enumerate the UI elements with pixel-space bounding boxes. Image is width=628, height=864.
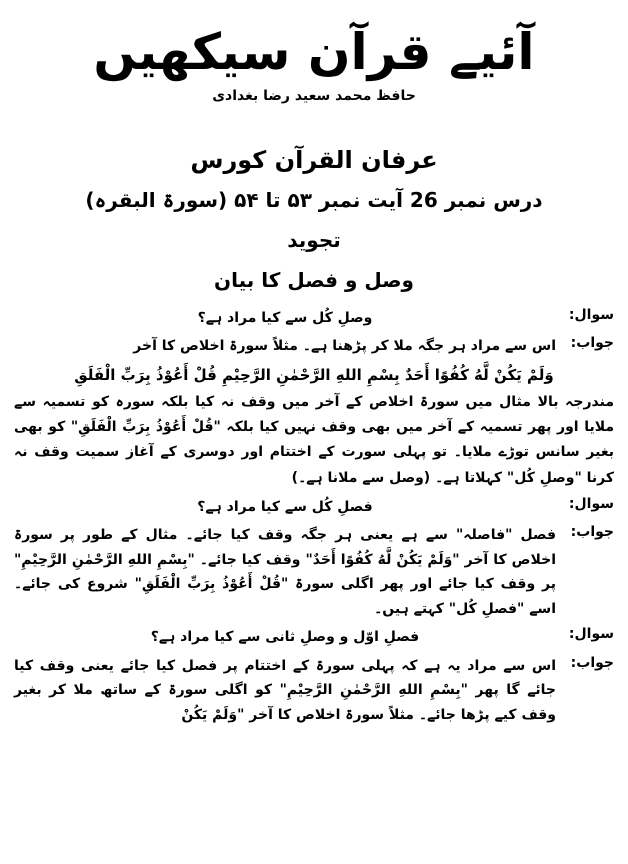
subject-heading: تجوید — [287, 227, 341, 252]
answer-label: جواب: — [570, 524, 614, 541]
lesson-reference: درس نمبر 26 آیت نمبر ۵۳ تا ۵۴ (سورۃ البقرہ) — [85, 187, 543, 212]
course-title: عرفان القرآن کورس — [190, 145, 438, 174]
qa-block-2 — [14, 495, 614, 622]
question-label: سوال: — [568, 495, 614, 512]
question-row — [14, 306, 614, 331]
topic-heading: وصل و فصل کا بیان — [214, 267, 414, 292]
answer-row — [14, 523, 614, 621]
question-text: فصلِ اوّل و وصلِ ثانی سے کیا مراد ہے؟ — [150, 629, 420, 646]
answer-label: جواب: — [570, 335, 614, 351]
answer-row — [14, 334, 614, 359]
answer-label: جواب: — [570, 654, 614, 671]
arabic-verse: وَلَمْ يَكُنْ لَّهُ كُفُوًا أَحَدٌ بِسْمِ اللهِ الرَّحْمٰنِ الرَّحِيْمِ قُلْ أَعُوْذُ بِرَبِّ الْفَلَقِ — [74, 365, 554, 384]
qa-block-3 — [14, 625, 614, 727]
question-label: سوال: — [568, 306, 614, 323]
explanation-paragraph-1: مندرجہ بالا مثال میں سورۃ اخلاص کے آخر میں وقف نہ کیا بلکہ سورہ کو تسمیہ سے ملایا اور پھر تسمیہ کے آخر میں بھی وقف نہیں کیا بلکہ "قُلْ أَعُوْذُ بِرَبِّ الْفَلَقِ" کو بھی بغیر سانس توڑے ملایا۔ تو پہلی سورت کے اختتام اور دوسری کے آغاز سمیت وقف نہ کرنا "وصلِ کُل" کہلاتا ہے۔ (وصل سے ملانا ہے۔) — [14, 394, 614, 486]
question-label: سوال: — [568, 626, 614, 643]
spacer — [14, 104, 614, 146]
answer-row — [14, 654, 614, 728]
answer-text: اس سے مراد ہر جگہ ملا کر پڑھنا ہے۔ مثلاً سورۃ اخلاص کا آخر — [133, 338, 556, 354]
question-row — [14, 625, 614, 650]
answer-text: اس سے مراد یہ ہے کہ پہلی سورۃ کے اختتام پر فصل کیا جائے یعنی وقف کیا جائے گا پھر "بِسْمِ اللهِ الرَّحْمٰنِ الرَّحِيْمِ" کو اگلی سورۃ کے ساتھ ملا کر بغیر وقف کیے پڑھا جائے۔ مثلاً سورۃ اخلاص کا آخر "وَلَمْ يَكُنْ — [14, 657, 556, 723]
author-name: حافظ محمد سعید رضا بغدادی — [212, 87, 416, 104]
question-row — [14, 495, 614, 520]
qa-block-1 — [14, 306, 614, 359]
question-text: فصلِ کُل سے کیا مراد ہے؟ — [197, 498, 373, 515]
question-text: وصلِ کُل سے کیا مراد ہے؟ — [197, 309, 373, 326]
answer-text: فصل "فاصلہ" سے ہے یعنی ہر جگہ وقف کیا جائے۔ مثال کے طور پر سورۃ اخلاص کا آخر "وَلَمْ يَكُنْ لَّهُ كُفُوًا أَحَدٌ" وقف کیا جائے۔ "بِسْمِ اللهِ الرَّحْمٰنِ الرَّحِيْمِ" پر وقف کیا جائے اور پھر اگلی سورۃ "قُلْ أَعُوْذُ بِرَبِّ الْفَلَقِ" شروع کی جائے۔ اسے "فصلِ کُل" کہتے ہیں۔ — [14, 527, 556, 617]
page-title: آئیے قرآن سیکھیں — [93, 23, 535, 81]
